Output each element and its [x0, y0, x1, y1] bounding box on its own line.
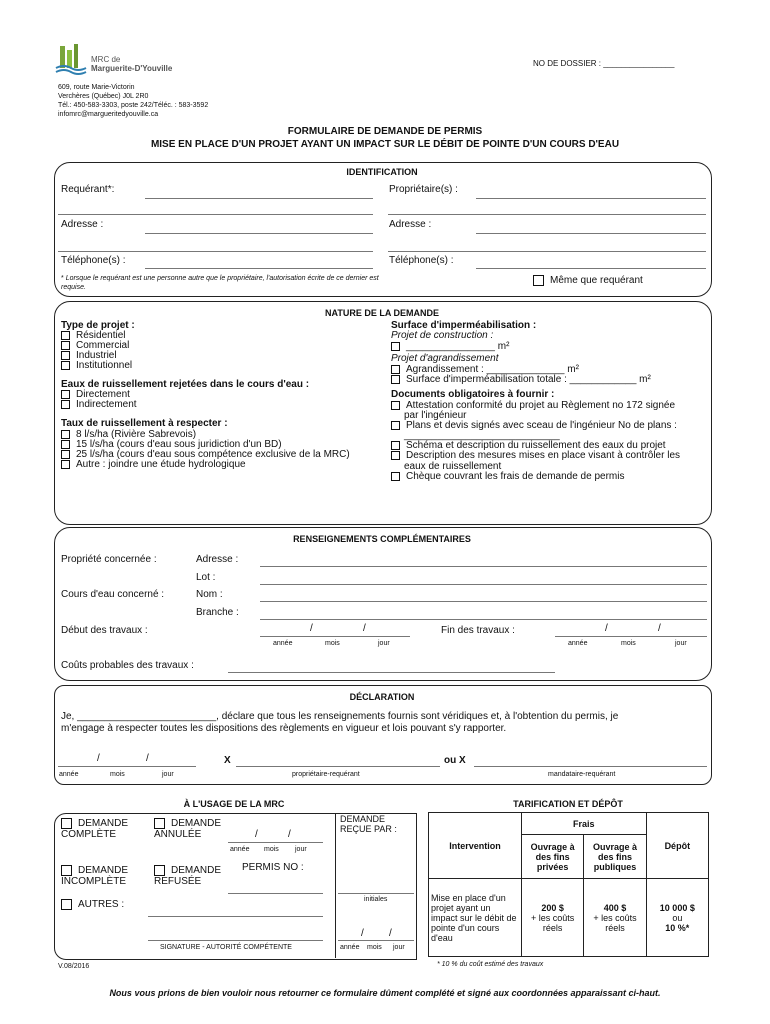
- checkbox[interactable]: [61, 341, 70, 350]
- debut-field[interactable]: [260, 636, 410, 637]
- address-line: Tél.: 450-583-3303, poste 242/Téléc. : 583-3592: [58, 102, 209, 109]
- depot-cell: [646, 879, 708, 957]
- initiales-label: initiales: [364, 896, 388, 903]
- doc-attestation[interactable]: [391, 401, 691, 421]
- adresse-field-2[interactable]: [58, 251, 373, 252]
- note-star: *: [61, 275, 64, 282]
- form-title: FORMULAIRE DE DEMANDE DE PERMIS: [287, 126, 483, 137]
- checkbox[interactable]: [61, 361, 70, 370]
- prive-cell: [521, 879, 583, 957]
- mrc-refusee[interactable]: [154, 865, 234, 887]
- option-label: Directement: [76, 389, 130, 401]
- address-block: [58, 83, 208, 119]
- telephone-proprietaire-label: Téléphone(s) :: [389, 255, 454, 266]
- nom-field[interactable]: [260, 601, 707, 602]
- doc-plans[interactable]: [391, 421, 691, 441]
- requerant-label: Requérant*:: [61, 184, 115, 195]
- fin-label: Fin des travaux :: [441, 625, 515, 636]
- option-label: Schéma et description du ruissellement des eaux du projet: [406, 440, 666, 452]
- checkbox[interactable]: [61, 440, 70, 449]
- debut-jour: jour: [378, 640, 390, 647]
- meme-que-requerant[interactable]: [533, 275, 643, 286]
- recue-annee: année: [340, 944, 360, 951]
- proprietaire-field-2[interactable]: [388, 214, 706, 215]
- publiques-header: Ouvrage à des fins publiques: [584, 835, 646, 879]
- recue-date-field[interactable]: [338, 940, 414, 941]
- autres-field[interactable]: [148, 916, 323, 917]
- identification-title: IDENTIFICATION: [346, 167, 418, 177]
- telephone-label: Téléphone(s) :: [61, 255, 126, 266]
- renseignements-title: RENSEIGNEMENTS COMPLÉMENTAIRES: [293, 534, 471, 544]
- decl-annee: année: [59, 771, 79, 778]
- couts-label: Coûts probables des travaux :: [61, 660, 194, 671]
- mrc-annee: année: [230, 846, 250, 853]
- logo-line2: Marguerite-D'Youville: [91, 64, 173, 73]
- mrc-autres[interactable]: [61, 899, 124, 910]
- public-sub: + les coûts réels: [593, 912, 637, 933]
- telephone-proprietaire-field[interactable]: [476, 268, 706, 269]
- decl-slash-1: /: [97, 753, 100, 764]
- mrc-slash-a: /: [255, 829, 258, 840]
- intervention-desc: Mise en place d'un projet ayant un impact sur le débit de pointe d'un cours d'eau: [429, 879, 522, 957]
- debut-label: Début des travaux :: [61, 625, 148, 636]
- address-line: infomrc@margueritedyouville.ca: [58, 111, 159, 118]
- mrc-jour: jour: [295, 846, 307, 853]
- option-label: Attestation conformité du projet au Règlement no 172 signée par l'ingénieur: [404, 400, 676, 422]
- demande-recue-field[interactable]: [338, 893, 414, 894]
- checkbox[interactable]: [154, 818, 165, 829]
- checkbox[interactable]: [61, 390, 70, 399]
- eaux-indirectement[interactable]: [61, 400, 137, 410]
- projet-agrandissement: Projet d'agrandissement: [391, 353, 499, 364]
- meme-checkbox[interactable]: [533, 275, 544, 286]
- type-institutionnel[interactable]: [61, 361, 132, 371]
- option-label: Plans et devis signés avec sceau de l'ingénieur No de plans : ____________________________: [404, 420, 677, 442]
- construction-line: ________________ m²: [406, 341, 510, 352]
- footer-note: Nous vous prions de bien vouloir nous retourner ce formulaire dûment complété et signé aux coordonnées apparaissant ci-haut.: [109, 988, 661, 998]
- fin-annee: année: [568, 640, 588, 647]
- eaux-title: Eaux de ruissellement rejetées dans le cours d'eau :: [61, 379, 310, 390]
- checkbox[interactable]: [61, 818, 72, 829]
- checkbox[interactable]: [61, 430, 70, 439]
- depot-header: Dépôt: [646, 813, 708, 879]
- checkbox[interactable]: [154, 865, 165, 876]
- couts-field[interactable]: [228, 672, 555, 673]
- option-label: Résidentiel: [76, 330, 126, 342]
- option-label: DEMANDE REFUSÉE: [154, 865, 222, 888]
- fin-field[interactable]: [555, 636, 707, 637]
- option-label: 15 l/s/ha (cours d'eau sous juridiction d'un BD): [76, 439, 282, 451]
- taux-title: Taux de ruissellement à respecter :: [61, 418, 228, 429]
- checkbox[interactable]: [391, 421, 400, 430]
- doc-description[interactable]: [391, 451, 691, 471]
- option-label: Description des mesures mises en place visant à contrôler les eaux de ruissellement: [404, 450, 681, 472]
- adresse-proprietaire-field[interactable]: [476, 233, 706, 234]
- mrc-complete[interactable]: [61, 818, 141, 840]
- debut-slash-1: /: [310, 623, 313, 634]
- taux-autre[interactable]: [61, 460, 361, 470]
- nature-title: NATURE DE LA DEMANDE: [325, 308, 439, 318]
- signature-label: SIGNATURE - AUTORITÉ COMPÉTENTE: [160, 944, 292, 951]
- debut-slash-2: /: [363, 623, 366, 634]
- adresse-proprietaire-label: Adresse :: [389, 219, 432, 230]
- prive-sub: + les coûts réels: [531, 912, 575, 933]
- branche-label: Branche :: [196, 607, 239, 618]
- depot-value: 10 000 $: [659, 902, 695, 913]
- option-label: Industriel: [76, 350, 117, 362]
- decl-slash-2: /: [146, 753, 149, 764]
- mrc-annulee[interactable]: [154, 818, 234, 840]
- logo-icon: [54, 42, 88, 76]
- permis-no-field[interactable]: [228, 893, 323, 894]
- public-cell: [584, 879, 646, 957]
- checkbox[interactable]: [61, 400, 70, 409]
- option-label: 25 l/s/ha (cours d'eau sous compétence exclusive de la MRC): [76, 449, 350, 461]
- cours-label: Cours d'eau concerné :: [61, 589, 165, 600]
- note-text: Lorsque le requérant est une personne autre que le propriétaire, l'autorisation écrite de ce dernier est requise.: [61, 275, 379, 291]
- depot-ou: ou: [672, 912, 683, 923]
- recue-mois: mois: [367, 944, 382, 951]
- prive-value: 200 $: [541, 902, 564, 913]
- requerant-note: [61, 274, 381, 292]
- recue-jour: jour: [393, 944, 405, 951]
- option-label: DEMANDE ANNULÉE: [154, 818, 222, 841]
- lot-field[interactable]: [260, 584, 707, 585]
- option-label: 8 l/s/ha (Rivière Sabrevois): [76, 429, 197, 441]
- tarif-title: TARIFICATION ET DÉPÔT: [513, 799, 623, 809]
- form-subtitle: MISE EN PLACE D'UN PROJET AYANT UN IMPACT SUR LE DÉBIT DE POINTE D'UN COURS D'EAU: [150, 139, 620, 150]
- option-label: AUTRES :: [78, 899, 125, 911]
- frais-header: Frais: [521, 813, 646, 835]
- option-label: Chèque couvrant les frais de demande de permis: [406, 470, 625, 482]
- decl-x: X: [224, 755, 231, 766]
- decl-date-field[interactable]: [58, 766, 196, 767]
- mandataire-requerant-label: mandataire-requérant: [548, 771, 616, 778]
- agrandissement-line: Agrandissement : ______________ m²: [406, 364, 579, 375]
- requerant-field[interactable]: [145, 198, 373, 199]
- fin-slash-2: /: [658, 623, 661, 634]
- mrc-incomplete[interactable]: [61, 865, 151, 887]
- address-line: 609, route Marie-Victorin: [58, 84, 135, 91]
- checkbox[interactable]: [61, 351, 70, 360]
- doc-cheque[interactable]: [391, 472, 691, 482]
- branche-field[interactable]: [260, 619, 707, 620]
- demande-recue-label: DEMANDE REÇUE PAR :: [340, 814, 397, 834]
- option-label: Institutionnel: [76, 360, 133, 372]
- renseignements-section: [54, 527, 712, 681]
- fin-jour: jour: [675, 640, 687, 647]
- mandataire-signature[interactable]: [474, 766, 707, 767]
- version: V.08/2016: [58, 963, 90, 970]
- signature-field[interactable]: [148, 940, 323, 941]
- checkbox[interactable]: [391, 365, 400, 374]
- checkbox[interactable]: [391, 441, 400, 450]
- mrc-divider: [335, 813, 336, 958]
- option-label: Commercial: [76, 340, 130, 352]
- docs-list: [391, 401, 691, 482]
- checkbox[interactable]: [391, 375, 400, 384]
- proprietaire-field[interactable]: [476, 198, 706, 199]
- checkbox[interactable]: [391, 342, 400, 351]
- lot-label: Lot :: [196, 572, 216, 583]
- option-label: Indirectement: [76, 399, 137, 411]
- public-value: 400 $: [603, 902, 627, 913]
- checkbox[interactable]: [391, 401, 400, 410]
- fin-slash-1: /: [605, 623, 608, 634]
- proprietaire-label: Propriétaire(s) :: [389, 184, 458, 195]
- surface-title: Surface d'imperméabilisation :: [391, 320, 537, 331]
- option-label: DEMANDE INCOMPLÈTE: [61, 865, 129, 888]
- tarif-footnote: * 10 % du coût estimé des travaux: [437, 961, 544, 968]
- construction-field[interactable]: [391, 341, 509, 352]
- checkbox[interactable]: [391, 451, 400, 460]
- eaux-list: [61, 390, 137, 410]
- intervention-header: Intervention: [429, 813, 522, 879]
- checkbox[interactable]: [61, 450, 70, 459]
- nom-label: Nom :: [196, 589, 223, 600]
- meme-label: Même que requérant: [550, 275, 643, 287]
- type-list: [61, 331, 132, 372]
- decl-ou-x: ou X: [444, 755, 466, 766]
- proprietaire-signature[interactable]: [236, 766, 440, 767]
- decl-jour: jour: [162, 771, 174, 778]
- permis-no-label: PERMIS NO :: [242, 862, 304, 873]
- checkbox[interactable]: [61, 865, 72, 876]
- adresse-proprietaire-field-2[interactable]: [388, 251, 706, 252]
- checkbox[interactable]: [61, 460, 70, 469]
- docs-title: Documents obligatoires à fournir :: [391, 389, 555, 400]
- debut-mois: mois: [325, 640, 340, 647]
- recue-slash-1: /: [361, 928, 364, 939]
- adresse-field[interactable]: [145, 233, 373, 234]
- fin-mois: mois: [621, 640, 636, 647]
- adresse-r-field[interactable]: [260, 566, 707, 567]
- debut-annee: année: [273, 640, 293, 647]
- adresse-label: Adresse :: [61, 219, 104, 230]
- address-line: Verchères (Québec) J0L 2R0: [58, 93, 149, 100]
- mrc-title: À L'USAGE DE LA MRC: [183, 799, 285, 809]
- surface-totale-field[interactable]: [391, 374, 651, 385]
- surface-totale-line: Surface d'imperméabilisation totale : ____________ m²: [406, 374, 651, 385]
- checkbox[interactable]: [61, 331, 70, 340]
- requerant-field-2[interactable]: [58, 214, 373, 215]
- dossier-number: NO DE DOSSIER : ________________: [533, 59, 675, 68]
- proprietaire-requerant-label: propriétaire-requérant: [292, 771, 360, 778]
- propriete-label: Propriété concernée :: [61, 554, 157, 565]
- decl-mois: mois: [110, 771, 125, 778]
- prives-header: Ouvrage à des fins privées: [521, 835, 583, 879]
- telephone-field[interactable]: [145, 268, 373, 269]
- recue-slash-2: /: [389, 928, 392, 939]
- depot-pct: 10 %*: [665, 922, 690, 933]
- logo: [54, 42, 194, 78]
- mrc-mois: mois: [264, 846, 279, 853]
- projet-construction: Projet de construction :: [391, 330, 494, 341]
- option-label: DEMANDE COMPLÈTE: [61, 818, 129, 841]
- checkbox[interactable]: [61, 899, 72, 910]
- mrc-annulee-date[interactable]: [228, 842, 323, 843]
- declaration-title: DÉCLARATION: [349, 692, 415, 702]
- type-title: Type de projet :: [61, 320, 135, 331]
- mrc-slash-b: /: [288, 829, 291, 840]
- logo-line1: MRC de: [91, 55, 121, 64]
- taux-list: [61, 430, 361, 471]
- option-label: Autre : joindre une étude hydrologique: [76, 459, 246, 471]
- tarif-table: [428, 812, 709, 957]
- adresse-r-label: Adresse :: [196, 554, 239, 565]
- checkbox[interactable]: [391, 472, 400, 481]
- declaration-text-1: Je, _________________________, déclare que tous les renseignements fournis sont véridiques et, à l'obtention du permis, je: [61, 711, 619, 722]
- declaration-text-2: m'engage à respecter toutes les dispositions des règlements en vigueur et lois pouvant s'y rapporter.: [61, 723, 507, 734]
